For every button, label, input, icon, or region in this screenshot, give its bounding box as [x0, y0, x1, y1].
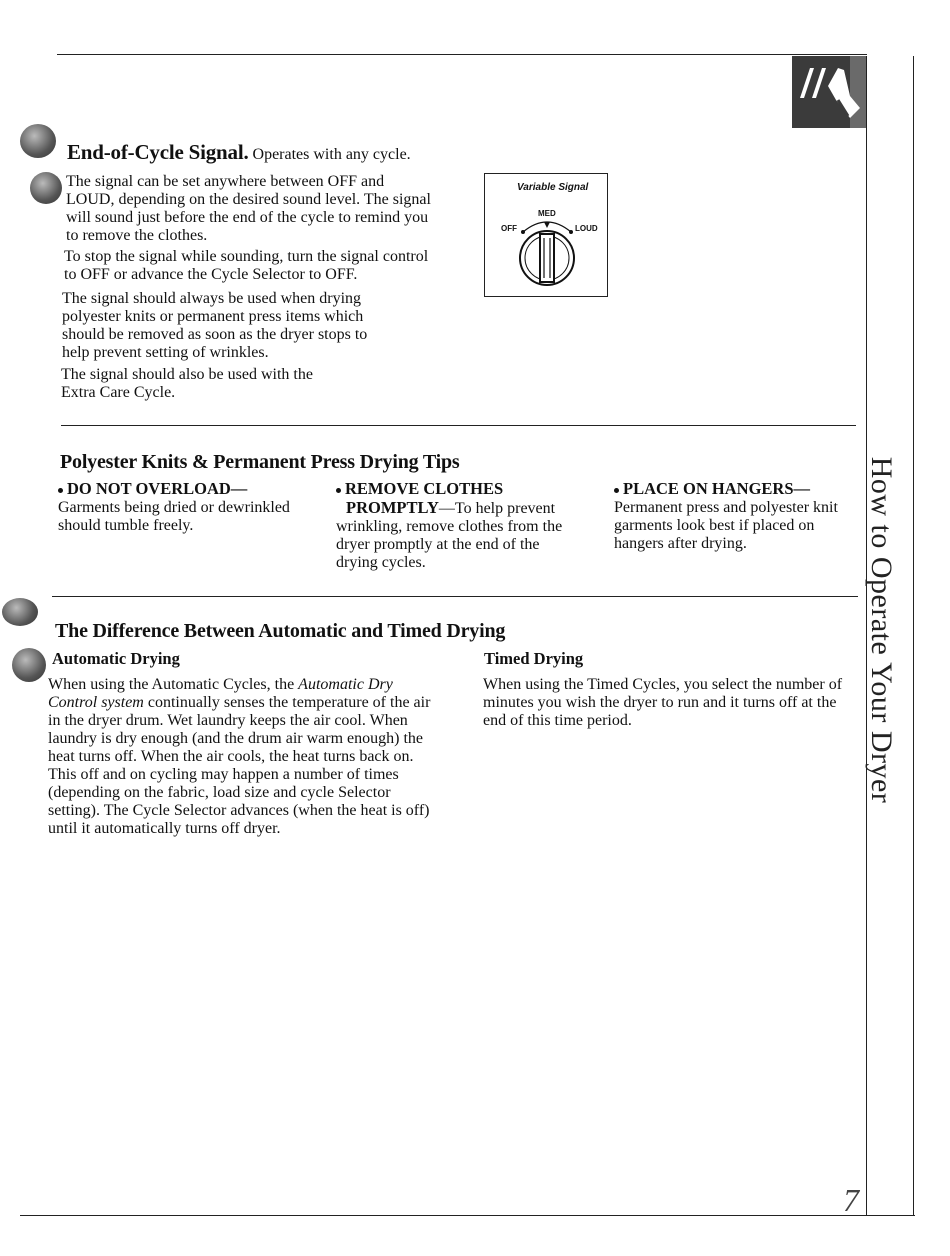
automatic-body-part-2: continually senses the temperature of the air in the dryer drum. Wet laundry keeps the air cool. When laundry is dry enough (and the drum air warm enough) the heat turns off. When the air cools, the heat turns back on. This off and on cycling may happen a number of times (depending on the fabric, load size and cycle Selector setting). The Cycle Selector advances (when the heat is off) until it automatically turns off dryer. [48, 694, 431, 837]
tip-remove-clothes [336, 480, 576, 572]
end-of-cycle-paragraph-1: The signal can be set anywhere between OFF and LOUD, depending on the desired sound level. The signal will sound just before the end of the cycle to remind you to remove the clothes. [66, 173, 431, 244]
logo-icon [792, 56, 866, 128]
dial-caption: Variable Signal [517, 182, 589, 193]
end-of-cycle-subtitle: Operates with any cycle. [248, 146, 411, 163]
tip-2-body: —To help prevent wrinkling, remove clothes from the dryer promptly at the end of the drying cycles. [336, 500, 563, 571]
binder-hole-3 [2, 598, 38, 626]
tip-do-not-overload [58, 480, 323, 535]
automatic-drying-heading: Automatic Drying [52, 649, 180, 668]
sidebar-title [856, 440, 906, 820]
tip-place-on-hangers [614, 480, 854, 553]
dial-label-off: OFF [501, 224, 517, 233]
timed-drying-heading: Timed Drying [484, 649, 584, 668]
binder-hole-1 [20, 124, 56, 158]
tip-3-heading: PLACE ON HANGERS— [623, 479, 811, 498]
tip-2-heading: REMOVE CLOTHES [345, 479, 504, 498]
tips-heading: Polyester Knits & Permanent Press Drying Tips [60, 451, 460, 473]
tip-1-body: Garments being dried or dewrinkled should tumble freely. [58, 499, 290, 534]
automatic-drying-body [48, 676, 433, 838]
end-of-cycle-paragraph-3: The signal should always be used when drying polyester knits or permanent press items which should be removed as soon as the dryer stops to help prevent setting of wrinkles. [62, 290, 368, 361]
binder-hole-4 [12, 648, 46, 682]
end-of-cycle-paragraph-2: To stop the signal while sounding, turn the signal control to OFF or advance the Cycle Selector to OFF. [64, 248, 429, 283]
end-of-cycle-title: End-of-Cycle Signal. [67, 140, 249, 164]
signal-knob-icon [485, 174, 609, 298]
automatic-body-part-1: When using the Automatic Cycles, the [48, 676, 295, 693]
bullet-icon [58, 488, 63, 493]
difference-heading: The Difference Between Automatic and Timed Drying [55, 620, 506, 642]
dial-label-loud: LOUD [575, 224, 598, 233]
tip-2-lead: PROMPTLY [346, 498, 439, 517]
page-number: 7 [843, 1182, 859, 1218]
automatic-dry-control-term: Automatic Dry Control system [48, 676, 393, 711]
top-rule [57, 54, 867, 55]
timed-drying-body: When using the Timed Cycles, you select the number of minutes you wish the dryer to run and it turns off at the end of this time period. [483, 676, 843, 729]
end-of-cycle-heading [67, 140, 487, 167]
binder-hole-2 [30, 172, 62, 204]
section-rule-1 [61, 425, 856, 426]
dial-label-med: MED [538, 209, 556, 218]
end-of-cycle-paragraph-4: The signal should also be used with the Extra Care Cycle. [61, 366, 313, 401]
variable-signal-illustration [484, 173, 608, 297]
tip-3-body: Permanent press and polyester knit garments look best if placed on hangers after drying. [614, 499, 838, 552]
sidebar-right-border [913, 56, 914, 1216]
sidebar-title-text: How to Operate Your Dryer [865, 456, 898, 804]
bullet-icon [336, 488, 341, 493]
bullet-icon [614, 488, 619, 493]
section-rule-2 [52, 596, 858, 597]
bottom-rule [20, 1215, 915, 1216]
tip-1-heading: DO NOT OVERLOAD— [67, 479, 248, 498]
